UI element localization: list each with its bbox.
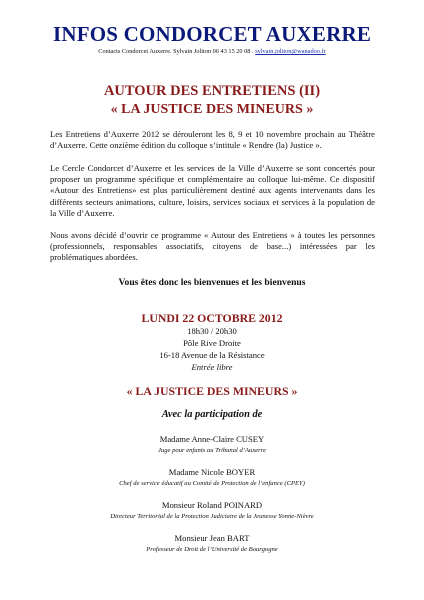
welcome-line: Vous êtes donc les bienvenues et les bienvenus	[118, 277, 306, 288]
speaker-name: Monsieur Roland POINARD	[161, 500, 263, 510]
page-subtitle: « LA JUSTICE DES MINEURS »	[110, 102, 314, 117]
event-theme: « LA JUSTICE DES MINEURS »	[126, 384, 298, 398]
speaker-name: Madame Nicole BOYER	[168, 467, 256, 477]
event-address: 16-18 Avenue de la Résistance	[159, 350, 265, 360]
header-contact	[0, 48, 424, 55]
event-date: LUNDI 22 OCTOBRE 2012	[141, 311, 283, 325]
event-entry: Entrée libre	[191, 362, 233, 372]
speaker-name: Monsieur Jean BART	[174, 533, 250, 543]
intro-paragraph-2: Le Cercle Condorcet d’Auxerre et les services de la Ville d’Auxerre se sont concertés pour proposer un programme spécifique et complémentaire au colloque lui-même. Ce dispositif «Autour des Entretiens» est plus particulièrement destiné aux agents intervenants dans les différents secteurs animations, culture, loisirs, services sociaux et services à la population de la Ville d’Auxerre.	[50, 163, 375, 218]
intro-paragraph-1: Les Entretiens d’Auxerre 2012 se dérouleront les 8, 9 et 10 novembre prochain au Théâtre d’Auxerre. Cette onzième édition du colloque s’intitule « Rendre (la) Justice ».	[50, 129, 375, 151]
speaker-role: Chef de service éducatif au Comité de Protection de l’enfance (CPEY)	[119, 480, 305, 487]
contact-text: Contacts Condorcet Auxerre. Sylvain Joliton 06 43 15 20 08 .	[98, 48, 256, 55]
speaker-role: Juge pour enfants au Tribunal d’Auxerre	[158, 447, 266, 454]
speaker-role: Professeur de Droit de l’Université de Bourgogne	[146, 546, 278, 553]
header-title: INFOS CONDORCET AUXERRE	[52, 22, 372, 46]
event-time: 18h30 / 20h30	[187, 326, 237, 336]
intro-paragraph-3: Nous avons décidé d’ouvrir ce programme « Autour des Entretiens » à toutes les personnes (professionnels, responsables associatifs, citoyens de base...) intéressées par les problématiques abordées.	[50, 230, 375, 263]
page-title: AUTOUR DES ENTRETIENS (II)	[103, 83, 321, 99]
speaker-role: Directeur Territorial de la Protection Judiciaire de la Jeunesse Yonne-Nièvre	[110, 513, 314, 520]
contact-email-link[interactable]: sylvain.joliton@wanadoo.fr	[255, 48, 326, 55]
speaker-name: Madame Anne-Claire CUSEY	[159, 434, 265, 444]
event-venue: Pôle Rive Droite	[183, 338, 241, 348]
participation-heading: Avec la participation de	[161, 409, 263, 420]
